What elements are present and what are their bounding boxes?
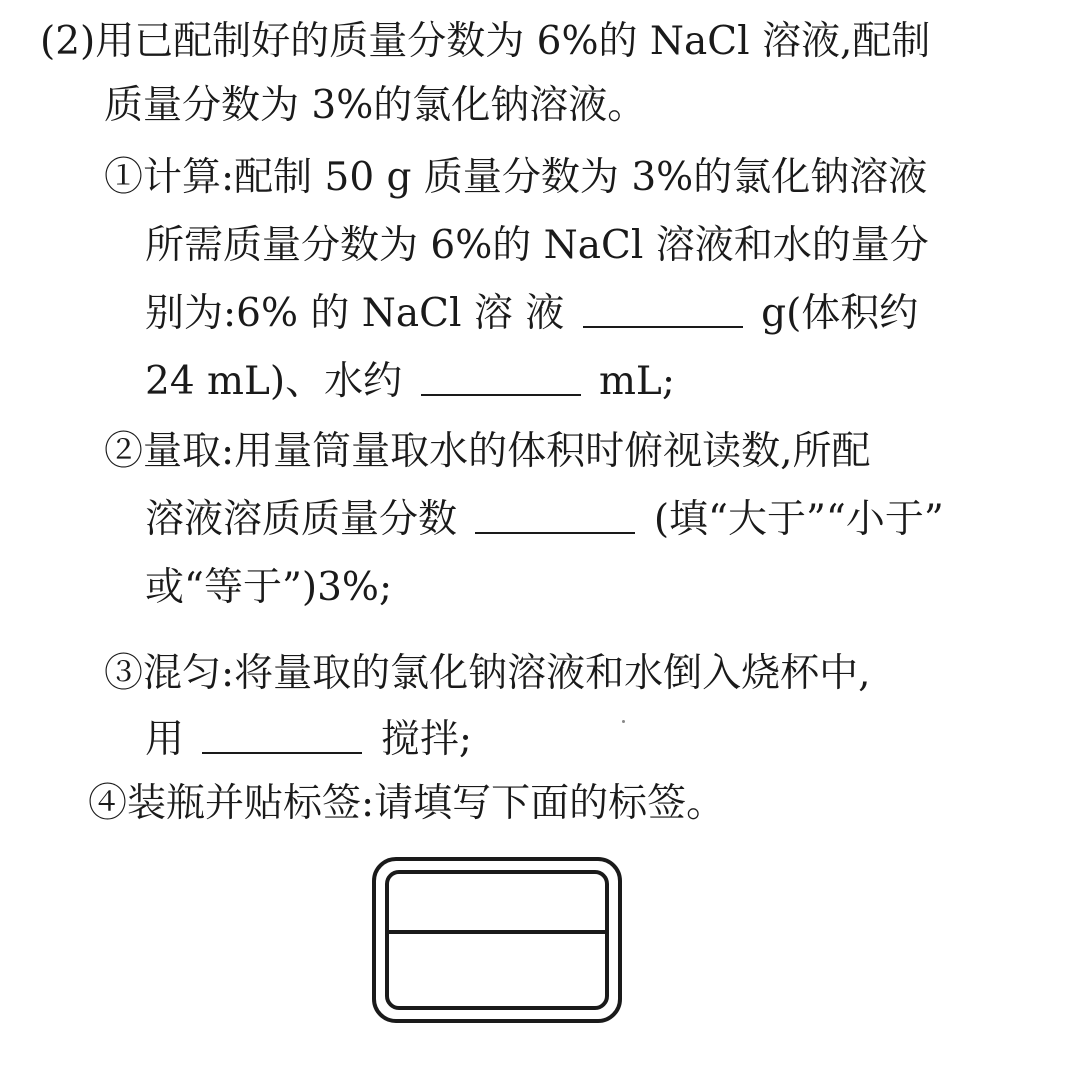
step1-text-1: ①计算:配制 50 g 质量分数为 3%的氯化钠溶液 <box>104 155 928 200</box>
step3-line-1 <box>104 644 871 704</box>
step1-line-2 <box>145 216 929 276</box>
step1-line-4 <box>145 352 675 412</box>
step2-line-3 <box>145 558 392 618</box>
scan-speck <box>622 720 625 723</box>
mass-fraction-answer-blank[interactable] <box>475 492 635 534</box>
step2-line-2 <box>145 490 944 550</box>
bottle-label-divider <box>389 930 605 934</box>
step2-text-1: ②量取:用量筒量取水的体积时俯视读数,所配 <box>104 429 871 474</box>
intro-line-2 <box>104 76 646 136</box>
intro-text-2: 质量分数为 3%的氯化钠溶液。 <box>104 83 647 128</box>
step3-line-2 <box>145 710 472 770</box>
step2-text-2a: 溶液溶质质量分数 <box>145 497 458 542</box>
stirring-tool-answer-blank[interactable] <box>202 712 362 754</box>
step1-text-4b: mL; <box>598 359 675 404</box>
step4-line-1 <box>88 774 725 834</box>
bottle-label <box>372 857 622 1023</box>
step1-line-1 <box>104 148 927 208</box>
step4-text-1: ④装瓶并贴标签:请填写下面的标签。 <box>88 781 726 826</box>
nacl-mass-answer-blank[interactable] <box>583 286 743 328</box>
step3-text-2b: 搅拌; <box>380 717 472 762</box>
step2-text-3: 或“等于”)3%; <box>145 565 393 610</box>
intro-line-1 <box>40 12 930 72</box>
step1-text-4a: 24 mL)、水约 <box>145 359 403 404</box>
step1-text-3b: g(体积约 <box>761 291 919 336</box>
water-volume-answer-blank[interactable] <box>421 354 581 396</box>
step3-text-1: ③混匀:将量取的氯化钠溶液和水倒入烧杯中, <box>104 651 871 696</box>
step1-text-2: 所需质量分数为 6%的 NaCl 溶液和水的量分 <box>145 223 929 268</box>
intro-text-1: (2)用已配制好的质量分数为 6%的 NaCl 溶液,配制 <box>40 19 931 64</box>
bottle-label-inner-frame <box>385 870 609 1010</box>
step3-text-2a: 用 <box>145 717 185 762</box>
step2-line-1 <box>104 422 871 482</box>
step1-line-3 <box>145 284 918 344</box>
step1-text-3a: 别为:6% 的 NaCl 溶 液 <box>145 291 565 336</box>
step2-text-2b: (填“大于”“小于” <box>653 497 944 542</box>
